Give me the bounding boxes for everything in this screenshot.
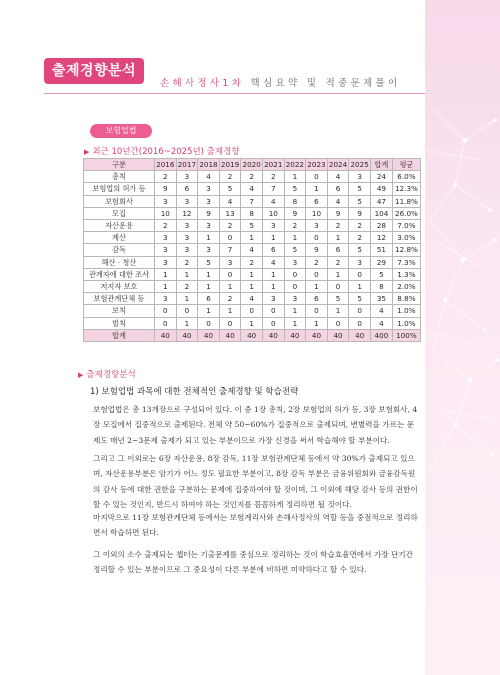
table-cell: 40: [349, 329, 371, 341]
table-row: [84, 256, 421, 268]
table-cell: 40: [241, 329, 263, 341]
table-cell: 40: [262, 329, 284, 341]
table-cell: 5: [219, 183, 241, 195]
table-cell: 26.0%: [392, 207, 420, 219]
table-cell: 40: [327, 329, 349, 341]
table-cell: 9: [349, 207, 371, 219]
table-cell: 3: [176, 171, 198, 183]
table-cell: 1: [262, 232, 284, 244]
table-cell: 2: [241, 171, 263, 183]
table-cell: 2: [349, 232, 371, 244]
table-cell: 1.3%: [392, 268, 420, 280]
row-label: 감독: [84, 244, 155, 256]
table-heading-text: 최근 10년간(2016~2025년) 출제경향: [92, 147, 240, 157]
table-cell: 3: [155, 293, 177, 305]
table-cell: 0: [241, 305, 263, 317]
table-cell: 0: [284, 268, 306, 280]
table-row: [84, 293, 421, 305]
table-cell: 1: [241, 232, 263, 244]
table-cell: 40: [284, 329, 306, 341]
table-cell: 1: [327, 305, 349, 317]
column-header: 2017: [177, 160, 197, 169]
table-cell: 3: [284, 256, 306, 268]
table-cell: 8: [370, 281, 392, 293]
table-cell: 1: [284, 171, 306, 183]
table-body: [84, 171, 421, 342]
row-label: 자산운용: [84, 220, 155, 232]
table-cell: 5: [284, 183, 306, 195]
table-row: [84, 232, 421, 244]
table-cell: 8.8%: [392, 293, 420, 305]
table-cell: 0: [327, 281, 349, 293]
decorative-side-panel: [425, 0, 500, 675]
table-row: [84, 183, 421, 195]
column-header: 평균: [392, 159, 420, 171]
table-cell: 8: [284, 195, 306, 207]
table-cell: 0: [284, 281, 306, 293]
header-divider: [44, 93, 425, 94]
paragraph-1: 보험업법은 총 13개장으로 구성되어 있다. 이 중 1장 총칙, 2장 보험업의 허가 등, 3장 보험회사, 4장 모집에서 집중적으로 출제된다. 전체 약 50~60%가 집중적으로 출제되며, 변별력을 가르는 문제도 매년 2~3문제 출제가 되고 있는 부분이므로 가장 신경을 써서 학습해야 할 부분이다.: [93, 405, 418, 445]
row-label: 계산: [84, 232, 155, 244]
table-cell: 104: [370, 207, 392, 219]
column-header: 2022: [285, 160, 304, 169]
column-header: 2020: [242, 160, 261, 169]
table-cell: 2: [219, 171, 241, 183]
table-row: [84, 220, 421, 232]
table-cell: 6: [198, 293, 220, 305]
table-cell: 1.0%: [392, 305, 420, 317]
table-cell: 3: [198, 220, 220, 232]
table-cell: 0: [219, 317, 241, 329]
table-row: [84, 281, 421, 293]
table-row: [84, 305, 421, 317]
table-cell: 4: [241, 183, 263, 195]
table-cell: 4: [370, 317, 392, 329]
table-cell: 3: [176, 244, 198, 256]
table-cell: 9: [198, 207, 220, 219]
table-row: [84, 244, 421, 256]
table-cell: 3: [198, 195, 220, 207]
table-cell: 100%: [392, 329, 420, 341]
table-cell: 1: [219, 305, 241, 317]
table-cell: 1: [306, 317, 328, 329]
row-label: 모집: [84, 207, 155, 219]
table-cell: 5: [349, 244, 371, 256]
table-cell: 5: [327, 293, 349, 305]
table-cell: 6: [176, 183, 198, 195]
table-cell: 1: [155, 268, 177, 280]
table-cell: 40: [306, 329, 328, 341]
table-cell: 3: [262, 293, 284, 305]
exam-trend-table: [83, 158, 421, 342]
table-cell: 3: [219, 256, 241, 268]
table-cell: 28: [370, 220, 392, 232]
table-cell: 1: [176, 317, 198, 329]
table-cell: 29: [370, 256, 392, 268]
table-cell: 5: [241, 220, 263, 232]
analysis-heading-text: 출제경향분석: [86, 370, 136, 380]
column-header: 2018: [199, 160, 218, 169]
table-cell: 3: [284, 293, 306, 305]
table-cell: 7: [219, 244, 241, 256]
table-cell: 1: [306, 281, 328, 293]
table-cell: 0: [349, 317, 371, 329]
table-cell: 12: [370, 232, 392, 244]
table-cell: 4: [241, 293, 263, 305]
table-cell: 2: [349, 220, 371, 232]
table-cell: 1: [198, 268, 220, 280]
table-cell: 3: [349, 171, 371, 183]
row-label: 보칙: [84, 305, 155, 317]
triangle-bullet-icon: ▶: [84, 148, 90, 156]
header-subtitle: [160, 75, 400, 89]
table-cell: 1.0%: [392, 317, 420, 329]
table-cell: 24: [370, 171, 392, 183]
row-label: 보험회사: [84, 195, 155, 207]
table-row: [84, 195, 421, 207]
table-cell: 0: [327, 317, 349, 329]
table-cell: 1: [241, 281, 263, 293]
table-cell: 5: [284, 244, 306, 256]
row-label: 해산 · 청산: [84, 256, 155, 268]
table-cell: 5: [349, 195, 371, 207]
table-cell: 2: [306, 256, 328, 268]
paragraph-4: 그 이외의 소수 출제되는 챕터는 기출문제를 중심으로 정리하는 것이 학습효율면에서 가장 단기간 정리할 수 있는 부분이므로 그 중요성이 다른 부분에 비하면 미약하다고 할 수 있다.: [93, 550, 413, 575]
section-tag: 보험업법: [90, 124, 152, 138]
table-cell: 6: [327, 244, 349, 256]
row-label: 벌칙: [84, 317, 155, 329]
table-cell: 6.0%: [392, 171, 420, 183]
table-cell: 4: [327, 195, 349, 207]
table-cell: 0: [155, 317, 177, 329]
table-cell: 2: [176, 256, 198, 268]
table-cell: 9: [306, 244, 328, 256]
page-title-badge: 출제경향분석: [44, 58, 144, 84]
table-cell: 3: [155, 232, 177, 244]
header-subtitle-accent: 손해사정사1차: [160, 78, 245, 89]
triangle-bullet-icon: ▶: [78, 371, 84, 379]
table-cell: 3: [198, 183, 220, 195]
table-cell: 2: [327, 256, 349, 268]
table-cell: 4: [241, 244, 263, 256]
table-cell: 2: [262, 171, 284, 183]
table-cell: 4: [219, 195, 241, 207]
table-cell: 2.0%: [392, 281, 420, 293]
table-cell: 3: [198, 244, 220, 256]
column-header: 2021: [264, 160, 283, 169]
table-cell: 40: [198, 329, 220, 341]
table-cell: 5: [370, 268, 392, 280]
table-cell: 7: [241, 195, 263, 207]
table-cell: 0: [176, 305, 198, 317]
table-cell: 40: [155, 329, 177, 341]
table-cell: 1: [284, 232, 306, 244]
table-cell: 0: [262, 305, 284, 317]
table-cell: 1: [176, 293, 198, 305]
table-cell: 3: [155, 244, 177, 256]
table-cell: 3: [176, 220, 198, 232]
table-cell: 3: [349, 256, 371, 268]
table-cell: 12: [176, 207, 198, 219]
table-cell: 1: [219, 281, 241, 293]
table-cell: 9: [327, 207, 349, 219]
table-cell: 2: [219, 293, 241, 305]
table-cell: 12.3%: [392, 183, 420, 195]
column-header: 구분: [84, 159, 155, 171]
row-label: 저지자 보호: [84, 281, 155, 293]
table-cell: 0: [219, 232, 241, 244]
table-cell: 4: [370, 305, 392, 317]
table-cell: 0: [155, 305, 177, 317]
table-cell: 1: [155, 281, 177, 293]
analysis-heading: [78, 368, 136, 380]
table-cell: 51: [370, 244, 392, 256]
table-cell: 1: [306, 183, 328, 195]
table-cell: 0: [349, 305, 371, 317]
table-cell: 7: [262, 183, 284, 195]
table-cell: 6: [262, 244, 284, 256]
table-cell: 1: [262, 281, 284, 293]
table-cell: 1: [241, 317, 263, 329]
table-row: [84, 317, 421, 329]
table-cell: 3: [262, 220, 284, 232]
table-heading: [84, 145, 240, 157]
table-cell: 1: [262, 268, 284, 280]
column-header: 2025: [350, 160, 369, 169]
table-cell: 5: [349, 293, 371, 305]
column-header: 2024: [328, 160, 348, 169]
table-cell: 3: [306, 220, 328, 232]
table-cell: 1: [327, 268, 349, 280]
table-cell: 1: [176, 268, 198, 280]
table-cell: 1: [284, 305, 306, 317]
column-header: 2016: [156, 160, 175, 169]
table-cell: 1: [198, 281, 220, 293]
table-cell: 13: [219, 207, 241, 219]
table-cell: 3: [176, 195, 198, 207]
table-total-row: [84, 329, 421, 341]
table-cell: 0: [306, 305, 328, 317]
table-cell: 10: [262, 207, 284, 219]
row-label: 총칙: [84, 171, 155, 183]
table-cell: 0: [262, 317, 284, 329]
table-cell: 4: [262, 195, 284, 207]
table-cell: 4: [327, 171, 349, 183]
table-cell: 11.8%: [392, 195, 420, 207]
table-cell: 12.8%: [392, 244, 420, 256]
question-heading: 1) 보험업법 과목에 대한 전체적인 출제경향 및 학습전략: [90, 387, 299, 397]
paragraph-3: 마지막으로 11장 보험관계단체 등에서는 보험계리사와 손해사정사의 역할 등을 중점적으로 정리하면서 학습하면 된다.: [93, 513, 418, 538]
table-cell: 1: [241, 268, 263, 280]
column-header: 2023: [307, 160, 326, 169]
row-label: 보험업의 허가 등: [84, 183, 155, 195]
column-header: 2019: [220, 160, 240, 169]
table-cell: 2: [241, 256, 263, 268]
table-cell: 35: [370, 293, 392, 305]
table-cell: 3: [176, 232, 198, 244]
table-cell: 2: [327, 220, 349, 232]
table-cell: 0: [219, 268, 241, 280]
table-cell: 9: [284, 207, 306, 219]
table-cell: 0: [306, 171, 328, 183]
table-cell: 1: [284, 317, 306, 329]
table-cell: 0: [198, 317, 220, 329]
table-cell: 7.0%: [392, 220, 420, 232]
header-subtitle-rest: 핵심요약 및 적중문제풀이: [244, 78, 401, 89]
table-cell: 2: [155, 171, 177, 183]
column-header: 합계: [370, 159, 392, 171]
row-label: 관계자에 대한 조사: [84, 268, 155, 280]
table-row: [84, 207, 421, 219]
network-pattern-graphic: [425, 0, 500, 675]
table-cell: 400: [370, 329, 392, 341]
table-cell: 0: [349, 268, 371, 280]
table-cell: 6: [306, 195, 328, 207]
table-cell: 9: [155, 183, 177, 195]
table-cell: 10: [306, 207, 328, 219]
table-row: [84, 268, 421, 280]
row-label: 합계: [84, 329, 155, 341]
table-cell: 4: [198, 171, 220, 183]
table-cell: 40: [219, 329, 241, 341]
table-cell: 6: [306, 293, 328, 305]
paragraph-2: 그리고 그 이외로는 6장 자산운용, 8장 감독, 11장 보험관계단체 등에서 약 30%가 출제되고 있으며, 자산운용부분은 암기가 어느 정도 필요한 부분이고, 8장 감독 부분은 금융위원회와 금융감독원의 감사 등에 대한 권한을 구분하는 문제에 집중하여야 할 것이며, 그 이외에 해당 감사 등의 권한이 할 수 있는 것인지, 반드시 하여야 하는 것인지를 꼼꼼하게 정리하면 될 것이다.: [93, 454, 418, 510]
table-cell: 40: [176, 329, 198, 341]
table-cell: 2: [284, 220, 306, 232]
row-label: 보험관계단체 등: [84, 293, 155, 305]
table-cell: 8: [241, 207, 263, 219]
table-cell: 47: [370, 195, 392, 207]
table-cell: 5: [349, 183, 371, 195]
table-cell: 49: [370, 183, 392, 195]
table-cell: 2: [176, 281, 198, 293]
table-cell: 0: [306, 232, 328, 244]
table-cell: 5: [198, 256, 220, 268]
table-cell: 3.0%: [392, 232, 420, 244]
table-cell: 7.3%: [392, 256, 420, 268]
table-cell: 10: [155, 207, 177, 219]
table-row: [84, 171, 421, 183]
table-cell: 6: [327, 183, 349, 195]
table-cell: 2: [155, 220, 177, 232]
table-header-row: [84, 159, 421, 171]
table-cell: 1: [198, 305, 220, 317]
table-cell: 1: [327, 232, 349, 244]
table-cell: 4: [262, 256, 284, 268]
table-cell: 3: [155, 195, 177, 207]
table-cell: 0: [306, 268, 328, 280]
table-cell: 1: [198, 232, 220, 244]
table-cell: 2: [219, 220, 241, 232]
table-cell: 3: [155, 256, 177, 268]
table-cell: 1: [349, 281, 371, 293]
